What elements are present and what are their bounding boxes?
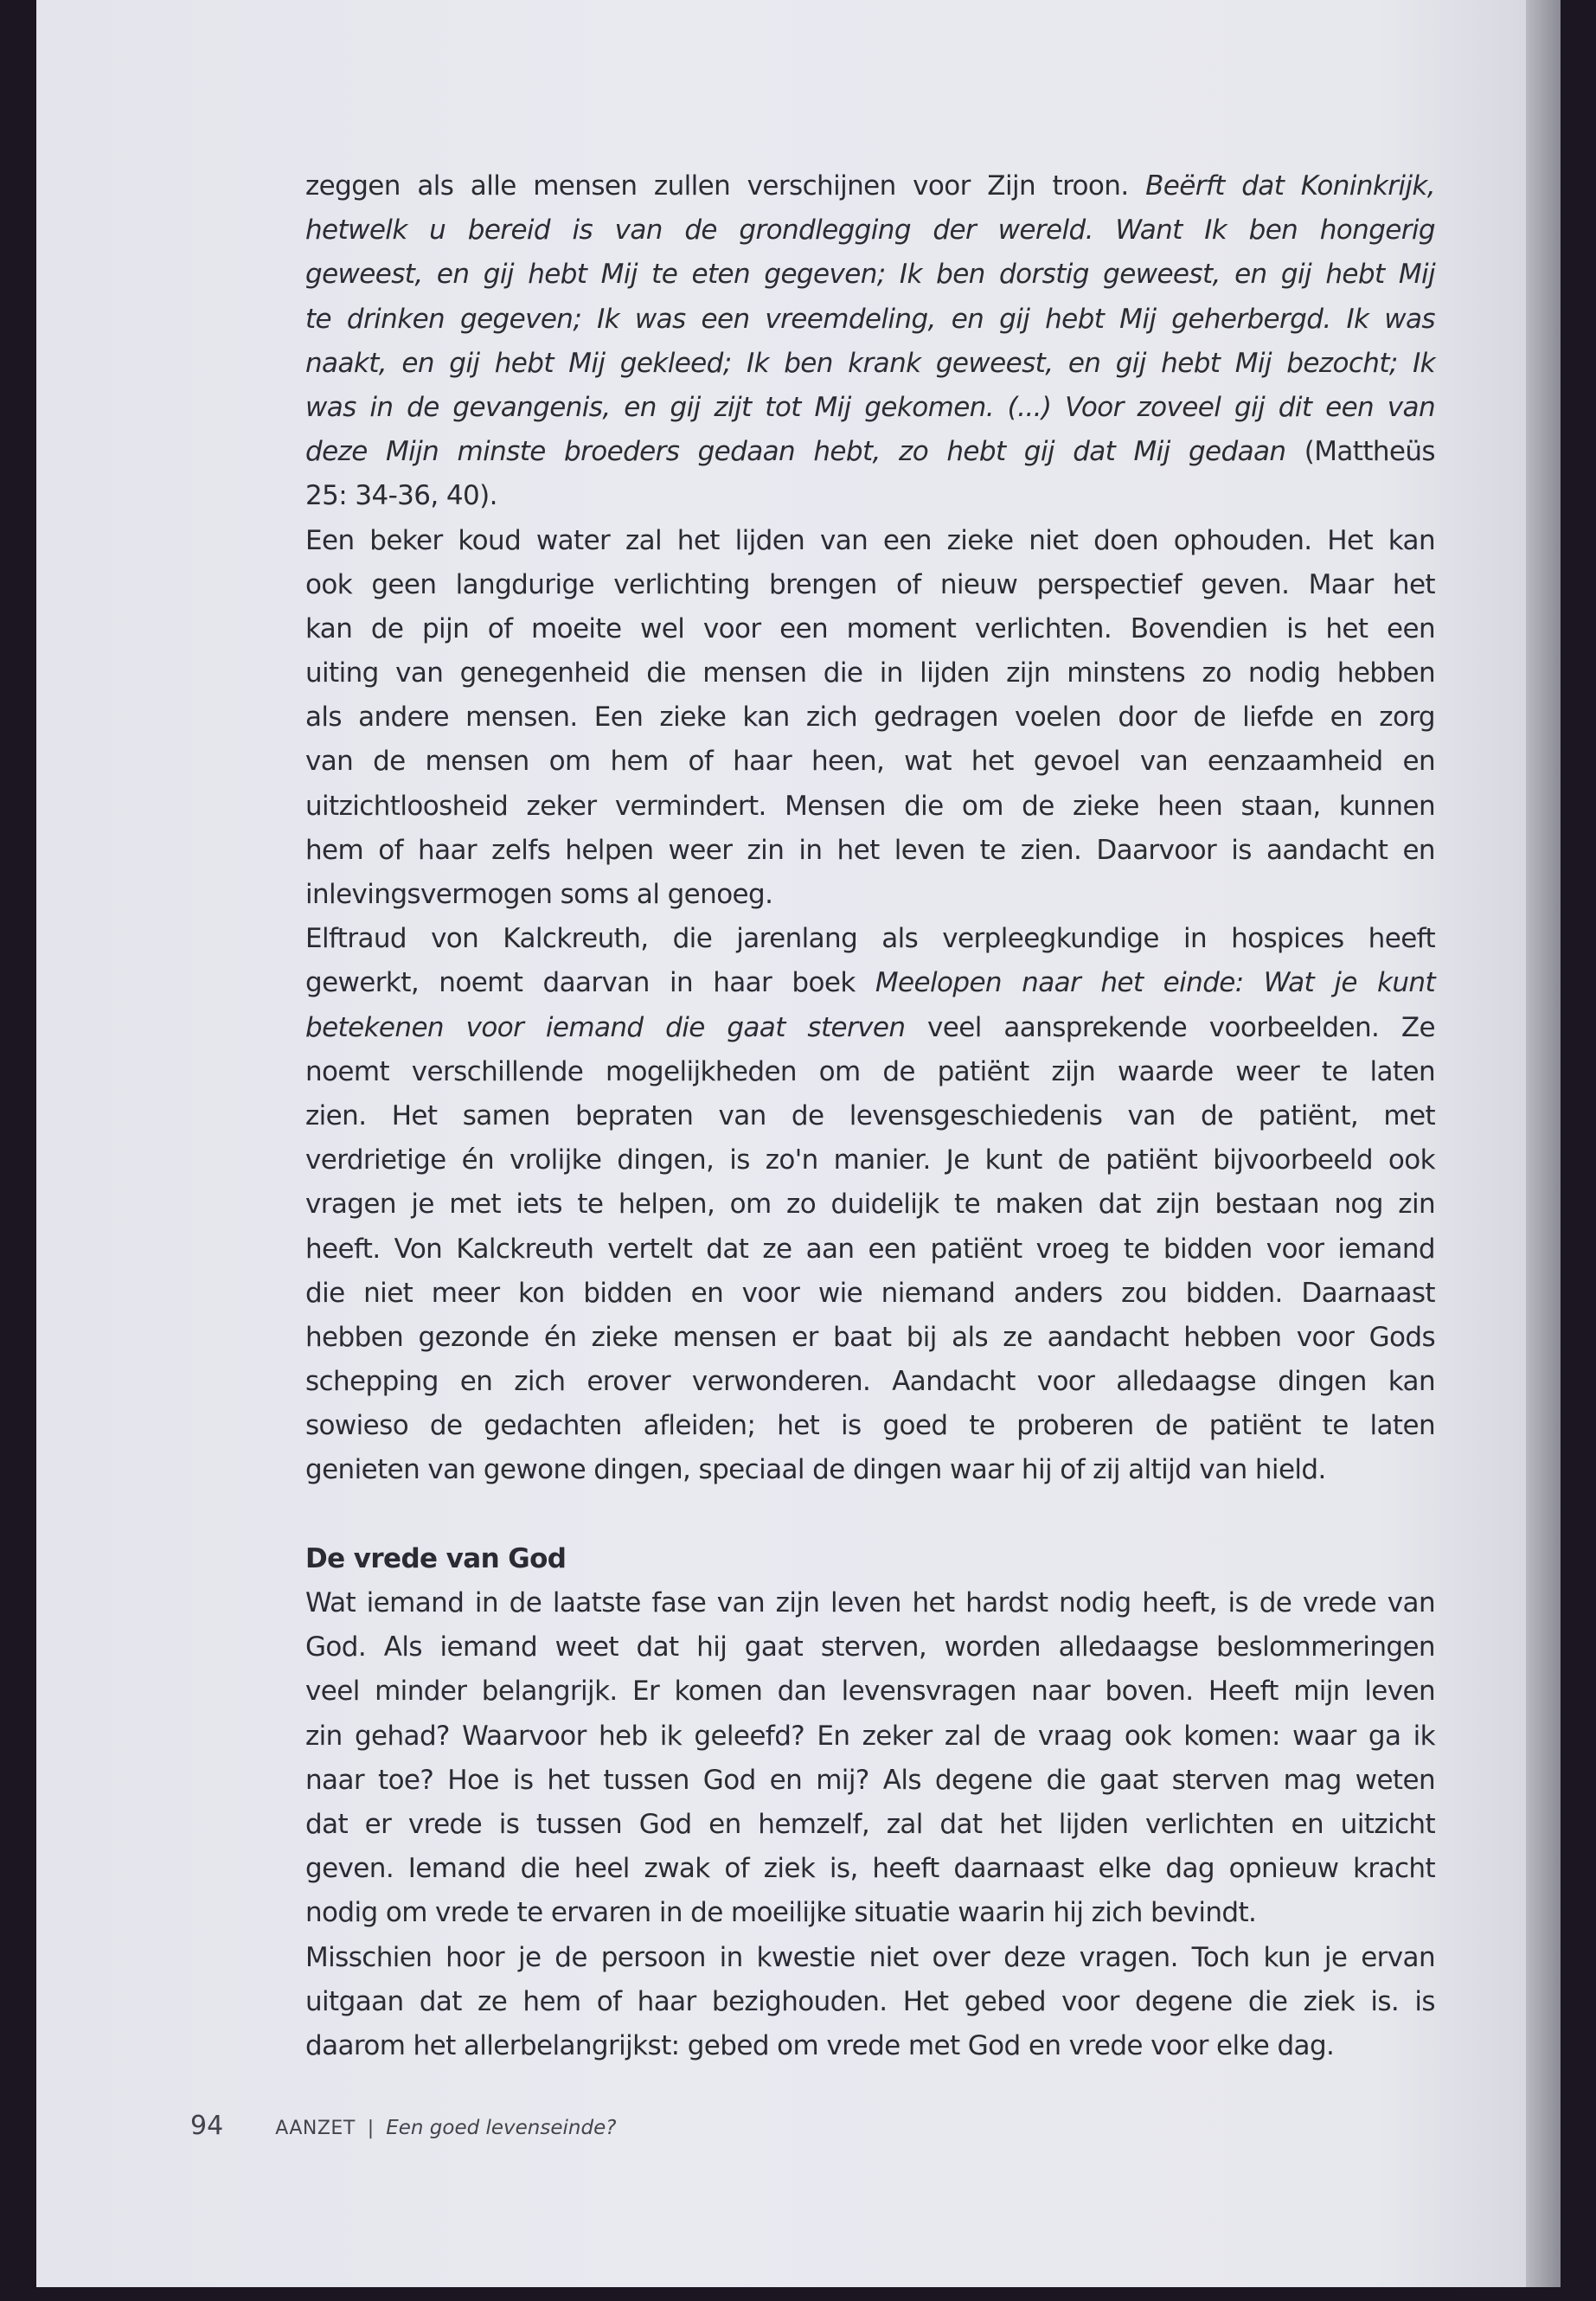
- text-line: [305, 386, 1435, 430]
- italic-text: naakt, en gij hebt Mij gekleed; Ik ben krank geweest, en gij hebt Mij bezocht; Ik: [305, 347, 1435, 379]
- text: 25: 34-36, 40).: [305, 480, 497, 512]
- italic-text: te drinken gegeven; Ik was een vreemdeling, en gij hebt Mij geherbergd. Ik was: [305, 303, 1435, 335]
- text: dat er vrede is tussen God en hemzelf, zal dat het lijden verlichten en uitzicht: [305, 1808, 1435, 1840]
- text-line: [305, 1404, 1435, 1448]
- text-line: [305, 1448, 1435, 1492]
- text: (Mattheüs: [1285, 436, 1435, 468]
- page-footer: [190, 2111, 616, 2141]
- text-line: [305, 1094, 1435, 1138]
- text: daarom het allerbelangrijkst: gebed om vrede met God en vrede voor elke dag.: [305, 2029, 1335, 2061]
- text: zien. Het samen bepraten van de levensgeschiedenis van de patiënt, met: [305, 1099, 1435, 1131]
- text: Wat iemand in de laatste fase van zijn leven het hardst nodig heeft, is de vrede van: [305, 1587, 1435, 1618]
- text-line: [305, 1227, 1435, 1272]
- italic-text: deze Mijn minste broeders gedaan hebt, zo hebt gij dat Mij gedaan: [305, 436, 1286, 468]
- text: die niet meer kon bidden en voor wie niemand anders zou bidden. Daarnaast: [305, 1277, 1435, 1309]
- text-line: [305, 917, 1435, 961]
- text-line: [305, 1050, 1435, 1094]
- text: kan de pijn of moeite wel voor een moment verlichten. Bovendien is het een: [305, 612, 1435, 644]
- text-line: [305, 208, 1435, 253]
- text: genieten van gewone dingen, speciaal de dingen waar hij of zij altijd van hield.: [305, 1454, 1326, 1486]
- text: noemt verschillende mogelijkheden om de patiënt zijn waarde weer te laten: [305, 1055, 1435, 1087]
- text: veel aansprekende voorbeelden. Ze: [905, 1011, 1435, 1043]
- text-line: [305, 1183, 1435, 1227]
- text-line: [305, 1891, 1435, 1935]
- text: uitgaan dat ze hem of haar bezighouden. Het gebed voor degene die ziek is. is: [305, 1985, 1435, 2017]
- text-line: [305, 1847, 1435, 1891]
- text: inlevingsvermogen soms al genoeg.: [305, 879, 773, 910]
- text: schepping en zich erover verwonderen. Aandacht voor alledaagse dingen kan: [305, 1366, 1435, 1398]
- text-line: [305, 695, 1435, 740]
- section-1: [305, 164, 1435, 1493]
- text: uiting van genegenheid die mensen die in lijden zijn minstens zo nodig hebben: [305, 657, 1435, 689]
- paragraph: [305, 917, 1435, 1492]
- text: hebben gezonde én zieke mensen er baat bij als ze aandacht hebben voor Gods: [305, 1321, 1435, 1353]
- text: naar toe? Hoe is het tussen God en mij? Als degene die gaat sterven mag weten: [305, 1764, 1435, 1796]
- text: Een beker koud water zal het lijden van een zieke niet doen ophouden. Het kan: [305, 524, 1435, 556]
- text: Misschien hoor je de persoon in kwestie niet over deze vragen. Toch kun je ervan: [305, 1941, 1435, 1973]
- text-line: [305, 1803, 1435, 1847]
- text-line: [305, 430, 1435, 474]
- text-line: [305, 873, 1435, 917]
- text-line: [305, 1670, 1435, 1714]
- text-line: [305, 607, 1435, 651]
- italic-text: Beërft dat Koninkrijk,: [1145, 170, 1435, 202]
- text-line: [305, 164, 1435, 208]
- page-number: 94: [190, 2111, 224, 2141]
- text: sowieso de gedachten afleiden; het is goed te proberen de patiënt te laten: [305, 1410, 1435, 1442]
- paragraph: [305, 1936, 1435, 2069]
- text: gewerkt, noemt daarvan in haar boek: [305, 967, 875, 999]
- italic-text: was in de gevangenis, en gij zijt tot Mij gekomen. (...) Voor zoveel gij dit een van: [305, 391, 1435, 423]
- text: geven. Iemand die heel zwak of ziek is, heeft daarnaast elke dag opnieuw kracht: [305, 1853, 1435, 1885]
- text-line: [305, 519, 1435, 563]
- text-line: [305, 785, 1435, 829]
- paragraph: [305, 1581, 1435, 1936]
- text: verdrietige én vrolijke dingen, is zo'n manier. Je kunt de patiënt bijvoorbeeld ook: [305, 1144, 1435, 1176]
- text-line: [305, 298, 1435, 342]
- text-line: [305, 342, 1435, 386]
- italic-text: hetwelk u bereid is van de grondlegging der wereld. Want Ik ben hongerig: [305, 215, 1435, 247]
- book-title: Een goed levenseinde?: [386, 2117, 617, 2139]
- text: uitzichtloosheid zeker vermindert. Mensen die om de zieke heen staan, kunnen: [305, 790, 1435, 822]
- italic-text: Meelopen naar het einde: Wat je kunt: [875, 967, 1436, 999]
- text-line: [305, 1625, 1435, 1670]
- text: als andere mensen. Een zieke kan zich gedragen voelen door de liefde en zorg: [305, 702, 1435, 734]
- text-line: [305, 651, 1435, 695]
- text-line: [305, 1980, 1435, 2024]
- text: Elftraud von Kalckreuth, die jarenlang als verpleegkundige in hospices heeft: [305, 923, 1435, 955]
- body-text: [305, 164, 1435, 2068]
- text: zin gehad? Waarvoor heb ik geleefd? En zeker zal de vraag ook komen: waar ga ik: [305, 1720, 1435, 1752]
- spacer: [305, 1493, 1435, 1537]
- text: heeft. Von Kalckreuth vertelt dat ze aan een patiënt vroeg te bidden voor iemand: [305, 1233, 1435, 1265]
- text-line: [305, 1936, 1435, 1980]
- text-line: [305, 474, 1435, 518]
- text-line: [305, 1581, 1435, 1625]
- text-line: [305, 1316, 1435, 1360]
- footer-separator: |: [367, 2118, 375, 2139]
- paragraph: [305, 164, 1435, 519]
- text-line: [305, 563, 1435, 607]
- text: veel minder belangrijk. Er komen dan levensvragen naar boven. Heeft mijn leven: [305, 1676, 1435, 1708]
- text: God. Als iemand weet dat hij gaat sterven, worden alledaagse beslommeringen: [305, 1631, 1435, 1663]
- text-line: [305, 829, 1435, 873]
- section-2: [305, 1581, 1435, 2068]
- text-line: [305, 1715, 1435, 1759]
- text-line: [305, 1006, 1435, 1050]
- section-heading: De vrede van God: [305, 1542, 567, 1574]
- text-line: [305, 1360, 1435, 1404]
- series-name: AANZET: [275, 2118, 356, 2139]
- text-line: [305, 740, 1435, 784]
- text-line: [305, 1272, 1435, 1316]
- text-line: [305, 1759, 1435, 1803]
- text: hem of haar zelfs helpen weer zin in het leven te zien. Daarvoor is aandacht en: [305, 834, 1435, 866]
- text: van de mensen om hem of haar heen, wat het gevoel van eenzaamheid en: [305, 746, 1435, 778]
- text: vragen je met iets te helpen, om zo duidelijk te maken dat zijn bestaan nog zin: [305, 1189, 1435, 1221]
- italic-text: betekenen voor iemand die gaat sterven: [305, 1011, 906, 1043]
- text-line: [305, 1138, 1435, 1183]
- text: zeggen als alle mensen zullen verschijnen voor Zijn troon.: [305, 170, 1146, 202]
- italic-text: geweest, en gij hebt Mij te eten gegeven; Ik ben dorstig geweest, en gij hebt Mij: [305, 259, 1435, 291]
- paragraph: [305, 519, 1435, 918]
- text-line: [305, 961, 1435, 1005]
- page-edge: [1526, 0, 1561, 2287]
- text: ook geen langdurige verlichting brengen of nieuw perspectief geven. Maar het: [305, 568, 1435, 600]
- text-line: [305, 2024, 1435, 2068]
- text-line: [305, 253, 1435, 297]
- text: nodig om vrede te ervaren in de moeilijke situatie waarin hij zich bevindt.: [305, 1897, 1257, 1929]
